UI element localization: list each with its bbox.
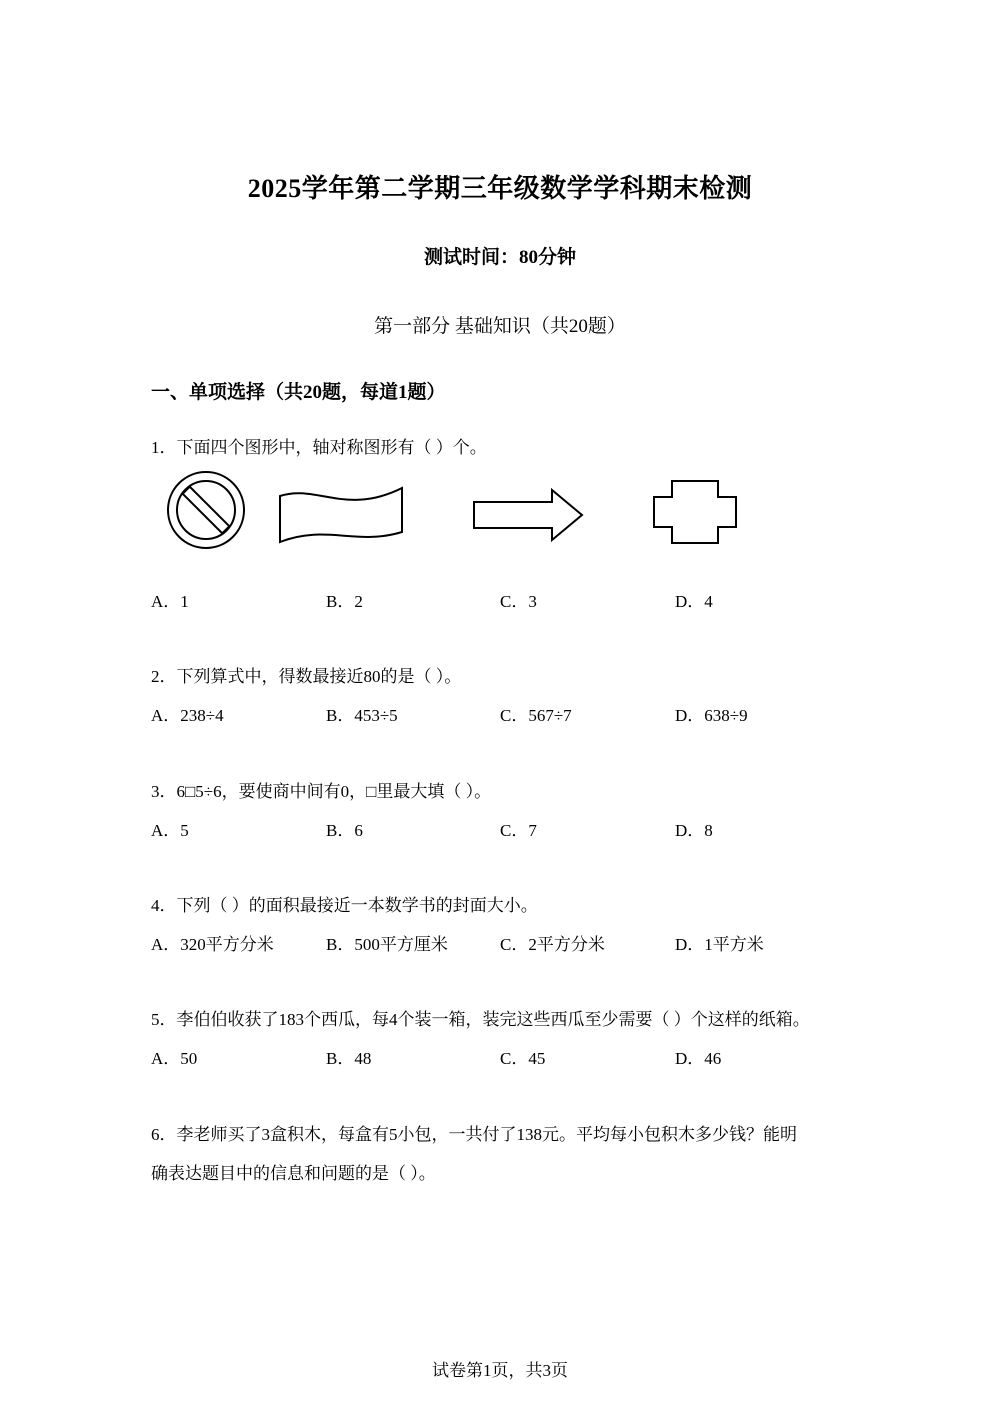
- q4-option-c: C．2平方分米: [500, 935, 605, 954]
- q1-option-b: B．2: [326, 592, 363, 611]
- question-1-text: 1．下面四个图形中，轴对称图形有（ ）个。: [151, 438, 487, 457]
- cross-shape-icon: [650, 477, 740, 547]
- q5-option-c: C．45: [500, 1049, 546, 1068]
- question-6-text-line-2: 确表达题目中的信息和问题的是（ ）。: [151, 1164, 436, 1183]
- q4-option-d: D．1平方米: [675, 935, 764, 954]
- q2-option-c: C．567÷7: [500, 706, 572, 725]
- q4-option-a: A．320平方分米: [151, 935, 274, 954]
- q2-option-a: A．238÷4: [151, 706, 224, 725]
- page-number: 试卷第1页，共3页: [432, 1361, 568, 1380]
- q2-option-d: D．638÷9: [675, 706, 748, 725]
- arrow-right-icon: [470, 486, 588, 544]
- q1-option-a: A．1: [151, 592, 189, 611]
- question-2-text: 2．下列算式中，得数最接近80的是（ ）。: [151, 667, 462, 686]
- q3-option-b: B．6: [326, 821, 363, 840]
- question-5-text: 5．李伯伯收获了183个西瓜，每4个装一箱，装完这些西瓜至少需要（ ）个这样的纸箱。: [151, 1010, 810, 1029]
- q5-option-a: A．50: [151, 1049, 198, 1068]
- exam-title: 2025学年第二学期三年级数学学科期末检测: [247, 174, 753, 203]
- wavy-banner-icon: [276, 484, 408, 546]
- q5-option-b: B．48: [326, 1049, 372, 1068]
- q3-option-d: D．8: [675, 821, 713, 840]
- no-entry-sign-icon: [165, 470, 249, 552]
- q5-option-d: D．46: [675, 1049, 722, 1068]
- exam-time: 测试时间：80分钟: [423, 247, 576, 268]
- question-3-text: 3．6□5÷6，要使商中间有0，□里最大填（ ）。: [151, 782, 492, 801]
- question-4-text: 4．下列（ ）的面积最接近一本数学书的封面大小。: [151, 896, 538, 915]
- q4-option-b: B．500平方厘米: [326, 935, 448, 954]
- question-6-text-line-1: 6．李老师买了3盒积木，每盒有5小包，一共付了138元。平均每小包积木多少钱？能明: [151, 1125, 797, 1144]
- q1-option-d: D．4: [675, 592, 713, 611]
- q2-option-b: B．453÷5: [326, 706, 398, 725]
- q3-option-a: A．5: [151, 821, 189, 840]
- q3-option-c: C．7: [500, 821, 537, 840]
- q1-option-c: C．3: [500, 592, 537, 611]
- part-heading: 第一部分 基础知识（共20题）: [374, 316, 626, 337]
- section-heading: 一、单项选择（共20题，每道1题）: [151, 382, 446, 403]
